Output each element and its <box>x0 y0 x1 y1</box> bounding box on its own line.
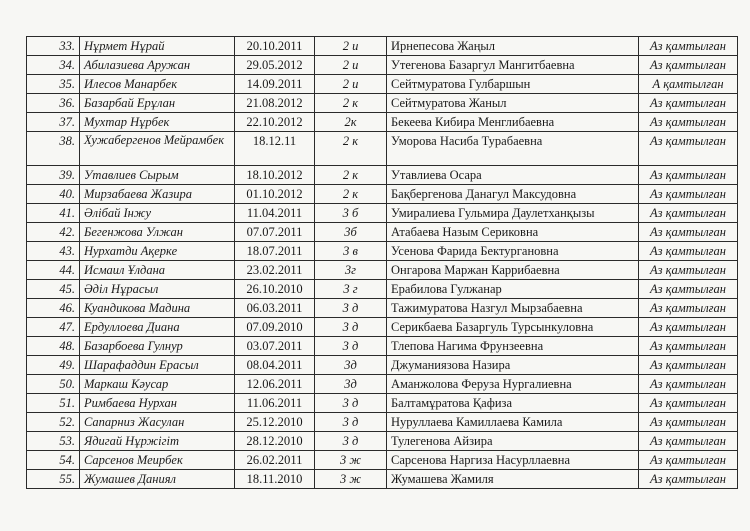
status-cell: Аз қамтылған <box>639 261 738 280</box>
status-cell: Аз қамтылған <box>639 56 738 75</box>
status-cell: Аз қамтылған <box>639 223 738 242</box>
student-name: Әділ Нұрасыл <box>80 280 235 299</box>
row-number: 41. <box>27 204 80 223</box>
class-grade: 2 к <box>315 185 387 204</box>
birth-date: 18.10.2012 <box>235 166 315 185</box>
row-number: 37. <box>27 113 80 132</box>
birth-date: 01.10.2012 <box>235 185 315 204</box>
parent-name: Умиралиева Гульмира Даулетханқызы <box>387 204 639 223</box>
status-cell: Аз қамтылған <box>639 318 738 337</box>
parent-name: Сарсенова Наргиза Насурллаевна <box>387 451 639 470</box>
status-cell: Аз қамтылған <box>639 375 738 394</box>
status-cell: Аз қамтылған <box>639 37 738 56</box>
student-name: Ядигай Нұржігіт <box>80 432 235 451</box>
student-name: Ердуллоева Диана <box>80 318 235 337</box>
table-row <box>27 75 738 94</box>
table-row <box>27 94 738 113</box>
status-cell: Аз қамтылған <box>639 299 738 318</box>
birth-date: 14.09.2011 <box>235 75 315 94</box>
table-row <box>27 132 738 166</box>
row-number: 38. <box>27 132 80 166</box>
student-name: Утавлиев Сырым <box>80 166 235 185</box>
class-grade: 3 ж <box>315 470 387 489</box>
parent-name: Тажимуратова Назгул Мырзабаевна <box>387 299 639 318</box>
table-row <box>27 166 738 185</box>
student-name: Илесов Манарбек <box>80 75 235 94</box>
class-grade: 2 и <box>315 75 387 94</box>
table-row <box>27 337 738 356</box>
row-number: 49. <box>27 356 80 375</box>
student-name: Римбаева Нурхан <box>80 394 235 413</box>
student-name: Куандикова Мадина <box>80 299 235 318</box>
student-table-body <box>27 37 738 489</box>
parent-name: Бақбергенова Данагул Максудовна <box>387 185 639 204</box>
student-name: Мирзабаева Жазира <box>80 185 235 204</box>
birth-date: 22.10.2012 <box>235 113 315 132</box>
birth-date: 26.02.2011 <box>235 451 315 470</box>
birth-date: 18.07.2011 <box>235 242 315 261</box>
student-name: Мухтар Нұрбек <box>80 113 235 132</box>
birth-date: 18.12.11 <box>235 132 315 166</box>
status-cell: Аз қамтылған <box>639 356 738 375</box>
status-cell: Аз қамтылған <box>639 432 738 451</box>
table-row <box>27 318 738 337</box>
table-row <box>27 37 738 56</box>
row-number: 52. <box>27 413 80 432</box>
student-name: Сапарниз Жасулан <box>80 413 235 432</box>
parent-name: Атабаева Назым Сериковна <box>387 223 639 242</box>
status-cell: Аз қамтылған <box>639 470 738 489</box>
table-row <box>27 470 738 489</box>
student-name: Нұрмет Нұрай <box>80 37 235 56</box>
table-row <box>27 280 738 299</box>
table-row <box>27 242 738 261</box>
birth-date: 25.12.2010 <box>235 413 315 432</box>
birth-date: 12.06.2011 <box>235 375 315 394</box>
table-row <box>27 413 738 432</box>
status-cell: Аз қамтылған <box>639 204 738 223</box>
parent-name: Серикбаева Базаргуль Турсынкуловна <box>387 318 639 337</box>
class-grade: 3 в <box>315 242 387 261</box>
class-grade: 3б <box>315 223 387 242</box>
birth-date: 08.04.2011 <box>235 356 315 375</box>
status-cell: Аз қамтылған <box>639 451 738 470</box>
student-name: Маркаш Кәусар <box>80 375 235 394</box>
parent-name: Онгарова Маржан Каррибаевна <box>387 261 639 280</box>
student-name: Хужабергенов Мейрамбек <box>80 132 235 166</box>
table-row <box>27 185 738 204</box>
birth-date: 07.07.2011 <box>235 223 315 242</box>
student-name: Базарбоева Гулнур <box>80 337 235 356</box>
row-number: 35. <box>27 75 80 94</box>
birth-date: 06.03.2011 <box>235 299 315 318</box>
class-grade: 3г <box>315 261 387 280</box>
parent-name: Сейтмуратова Гулбаршын <box>387 75 639 94</box>
row-number: 34. <box>27 56 80 75</box>
class-grade: 2 к <box>315 132 387 166</box>
class-grade: 3 д <box>315 432 387 451</box>
class-grade: 2к <box>315 113 387 132</box>
student-table <box>26 36 738 489</box>
parent-name: Уморова Насиба Турабаевна <box>387 132 639 166</box>
student-name: Әлібай Інжу <box>80 204 235 223</box>
status-cell: А қамтылған <box>639 75 738 94</box>
student-name: Базарбай Ерұлан <box>80 94 235 113</box>
parent-name: Утавлиева Осара <box>387 166 639 185</box>
class-grade: 2 к <box>315 166 387 185</box>
class-grade: 3 д <box>315 299 387 318</box>
birth-date: 11.06.2011 <box>235 394 315 413</box>
parent-name: Усенова Фарида Бектургановна <box>387 242 639 261</box>
birth-date: 29.05.2012 <box>235 56 315 75</box>
class-grade: 2 и <box>315 37 387 56</box>
row-number: 47. <box>27 318 80 337</box>
table-row <box>27 261 738 280</box>
row-number: 45. <box>27 280 80 299</box>
class-grade: 3 д <box>315 413 387 432</box>
table-row <box>27 56 738 75</box>
status-cell: Аз қамтылған <box>639 413 738 432</box>
status-cell: Аз қамтылған <box>639 166 738 185</box>
status-cell: Аз қамтылған <box>639 132 738 166</box>
birth-date: 23.02.2011 <box>235 261 315 280</box>
parent-name: Утегенова Базаргул Мангитбаевна <box>387 56 639 75</box>
class-grade: 3 г <box>315 280 387 299</box>
student-name: Абилазиева Аружан <box>80 56 235 75</box>
birth-date: 07.09.2010 <box>235 318 315 337</box>
student-name: Нурхатди Ақерке <box>80 242 235 261</box>
birth-date: 26.10.2010 <box>235 280 315 299</box>
row-number: 48. <box>27 337 80 356</box>
row-number: 42. <box>27 223 80 242</box>
class-grade: 3 д <box>315 318 387 337</box>
parent-name: Балтамұратова Қафиза <box>387 394 639 413</box>
student-name: Исмаил Ұлдана <box>80 261 235 280</box>
status-cell: Аз қамтылған <box>639 394 738 413</box>
row-number: 40. <box>27 185 80 204</box>
table-row <box>27 451 738 470</box>
class-grade: 3 д <box>315 394 387 413</box>
class-grade: 3д <box>315 356 387 375</box>
class-grade: 2 и <box>315 56 387 75</box>
parent-name: Жумашева Жамиля <box>387 470 639 489</box>
row-number: 51. <box>27 394 80 413</box>
parent-name: Ирнепесова Жаңыл <box>387 37 639 56</box>
parent-name: Тулегенова Айзира <box>387 432 639 451</box>
row-number: 55. <box>27 470 80 489</box>
student-name: Сарсенов Меирбек <box>80 451 235 470</box>
row-number: 54. <box>27 451 80 470</box>
status-cell: Аз қамтылған <box>639 113 738 132</box>
student-name: Бегенжова Улжан <box>80 223 235 242</box>
parent-name: Бекеева Кибира Менглибаевна <box>387 113 639 132</box>
status-cell: Аз қамтылған <box>639 337 738 356</box>
row-number: 53. <box>27 432 80 451</box>
class-grade: 3 ж <box>315 451 387 470</box>
table-row <box>27 375 738 394</box>
class-grade: 2 к <box>315 94 387 113</box>
parent-name: Джуманиязова Назира <box>387 356 639 375</box>
table-row <box>27 394 738 413</box>
birth-date: 21.08.2012 <box>235 94 315 113</box>
table-row <box>27 113 738 132</box>
parent-name: Нуруллаева Камиллаева Камила <box>387 413 639 432</box>
parent-name: Ерабилова Гулжанар <box>387 280 639 299</box>
table-row <box>27 432 738 451</box>
table-row <box>27 356 738 375</box>
birth-date: 11.04.2011 <box>235 204 315 223</box>
status-cell: Аз қамтылған <box>639 242 738 261</box>
table-row <box>27 299 738 318</box>
row-number: 33. <box>27 37 80 56</box>
table-row <box>27 204 738 223</box>
row-number: 36. <box>27 94 80 113</box>
row-number: 50. <box>27 375 80 394</box>
birth-date: 18.11.2010 <box>235 470 315 489</box>
student-name: Шарафаддин Ерасыл <box>80 356 235 375</box>
student-name: Жумашев Даниял <box>80 470 235 489</box>
birth-date: 28.12.2010 <box>235 432 315 451</box>
class-grade: 3д <box>315 375 387 394</box>
birth-date: 20.10.2011 <box>235 37 315 56</box>
row-number: 46. <box>27 299 80 318</box>
class-grade: 3 д <box>315 337 387 356</box>
row-number: 44. <box>27 261 80 280</box>
parent-name: Сейтмуратова Жаныл <box>387 94 639 113</box>
parent-name: Тлепова Нагима Фрунзеевна <box>387 337 639 356</box>
birth-date: 03.07.2011 <box>235 337 315 356</box>
row-number: 39. <box>27 166 80 185</box>
row-number: 43. <box>27 242 80 261</box>
parent-name: Аманжолова Феруза Нургалиевна <box>387 375 639 394</box>
class-grade: 3 б <box>315 204 387 223</box>
table-row <box>27 223 738 242</box>
status-cell: Аз қамтылған <box>639 280 738 299</box>
status-cell: Аз қамтылған <box>639 94 738 113</box>
status-cell: Аз қамтылған <box>639 185 738 204</box>
